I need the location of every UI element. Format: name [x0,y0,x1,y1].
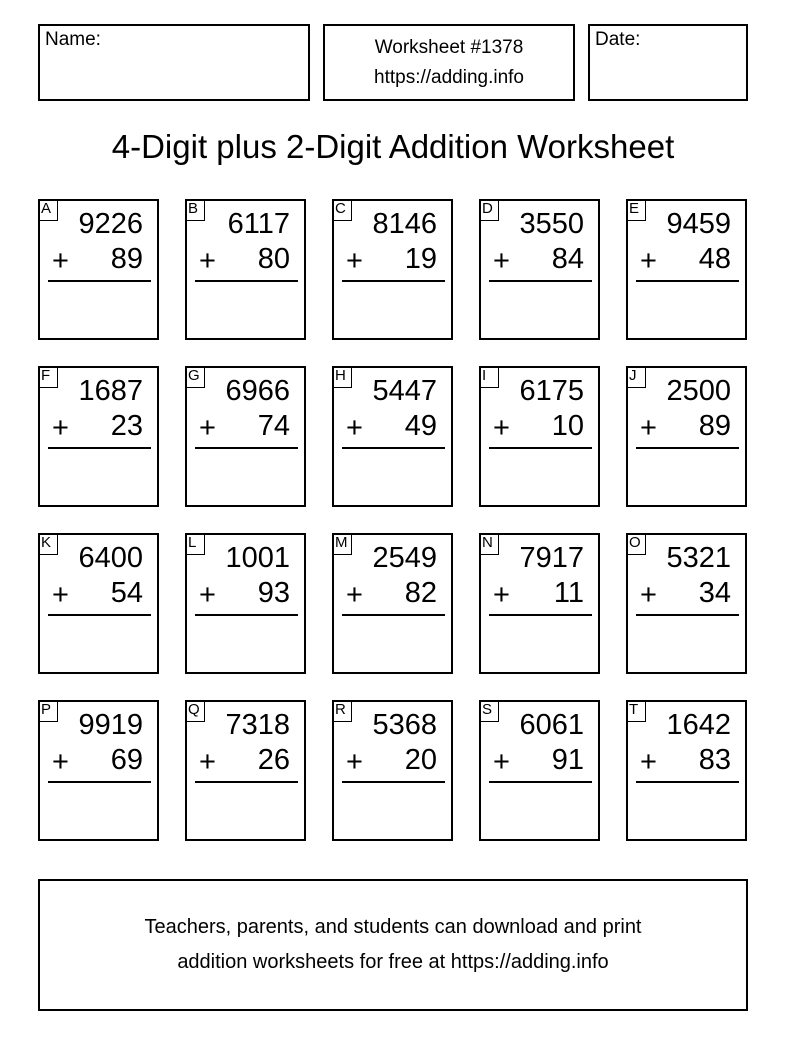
problem-letter: F [38,366,58,388]
answer-line [195,781,298,783]
problem-top-number: 6117 [227,208,290,240]
answer-line [195,614,298,616]
plus-sign: + [52,412,69,444]
problem-bottom-number: 74 [257,410,290,442]
problem-letter: N [479,533,499,555]
answer-line [489,614,592,616]
answer-line [636,280,739,282]
answer-line [636,614,739,616]
plus-sign: + [199,412,216,444]
problem-card[interactable] [479,533,600,674]
plus-sign: + [640,579,657,611]
problem-card[interactable] [479,199,600,340]
problem-card[interactable] [626,533,747,674]
problem-card[interactable] [332,700,453,841]
problem-letter: I [479,366,499,388]
problem-bottom-number: 26 [257,744,290,776]
plus-sign: + [52,746,69,778]
plus-sign: + [52,579,69,611]
problem-bottom-number: 80 [257,243,290,275]
plus-sign: + [199,579,216,611]
problem-letter: D [479,199,499,221]
problem-card[interactable] [185,366,306,507]
footer-note [38,879,748,1011]
problem-bottom-number: 69 [110,744,143,776]
problem-card[interactable] [185,533,306,674]
problem-letter: E [626,199,646,221]
problem-letter: M [332,533,352,555]
problem-top-number: 6061 [519,709,584,741]
problem-letter: G [185,366,205,388]
problem-card[interactable] [185,199,306,340]
date-box[interactable] [588,24,748,101]
problem-card[interactable] [626,700,747,841]
problem-bottom-number: 19 [404,243,437,275]
problem-top-number: 8146 [372,208,437,240]
plus-sign: + [346,579,363,611]
plus-sign: + [640,412,657,444]
problem-card[interactable] [38,533,159,674]
footer-line-1: Teachers, parents, and students can download and print [144,916,642,938]
problem-bottom-number: 48 [698,243,731,275]
problem-bottom-number: 93 [257,577,290,609]
answer-line [342,280,445,282]
problem-top-number: 1687 [78,375,143,407]
problem-card[interactable] [185,700,306,841]
problem-top-number: 9459 [666,208,731,240]
problem-top-number: 6175 [519,375,584,407]
problem-card[interactable] [332,366,453,507]
problem-top-number: 7917 [519,542,584,574]
problem-letter: O [626,533,646,555]
plus-sign: + [346,746,363,778]
plus-sign: + [640,746,657,778]
problem-letter: P [38,700,58,722]
name-box[interactable] [38,24,310,101]
problem-bottom-number: 10 [551,410,584,442]
problem-letter: R [332,700,352,722]
answer-line [489,447,592,449]
plus-sign: + [493,412,510,444]
answer-line [489,781,592,783]
problem-letter: K [38,533,58,555]
problem-card[interactable] [332,199,453,340]
page-title: 4-Digit plus 2-Digit Addition Worksheet [111,128,675,165]
problem-letter: J [626,366,646,388]
worksheet-url[interactable]: https://adding.info [374,67,524,88]
problem-bottom-number: 89 [698,410,731,442]
answer-line [342,781,445,783]
problem-letter: H [332,366,352,388]
plus-sign: + [346,245,363,277]
problem-bottom-number: 84 [551,243,584,275]
problem-letter: T [626,700,646,722]
problem-bottom-number: 82 [404,577,437,609]
plus-sign: + [346,412,363,444]
problem-card[interactable] [626,366,747,507]
problem-card[interactable] [626,199,747,340]
date-label: Date: [595,29,641,50]
problem-top-number: 7318 [225,709,290,741]
problem-bottom-number: 54 [110,577,143,609]
problem-letter: L [185,533,205,555]
problem-top-number: 9226 [78,208,143,240]
problem-top-number: 1001 [225,542,290,574]
problem-letter: B [185,199,205,221]
problem-top-number: 9919 [78,709,143,741]
plus-sign: + [493,579,510,611]
answer-line [48,614,151,616]
problem-bottom-number: 20 [404,744,437,776]
problem-top-number: 2500 [666,375,731,407]
worksheet-number: Worksheet #1378 [374,37,524,58]
footer-line-2: addition worksheets for free at https://adding.info [177,951,609,973]
problem-top-number: 2549 [372,542,437,574]
problem-card[interactable] [38,366,159,507]
problem-card[interactable] [332,533,453,674]
problem-letter: Q [185,700,205,722]
problem-bottom-number: 83 [698,744,731,776]
problem-bottom-number: 49 [404,410,437,442]
problem-bottom-number: 91 [551,744,584,776]
problem-top-number: 5321 [666,542,731,574]
plus-sign: + [199,746,216,778]
plus-sign: + [493,746,510,778]
problem-card[interactable] [38,199,159,340]
problem-top-number: 6400 [78,542,143,574]
answer-line [195,280,298,282]
answer-line [489,280,592,282]
plus-sign: + [199,245,216,277]
problem-bottom-number: 89 [110,243,143,275]
plus-sign: + [493,245,510,277]
answer-line [48,781,151,783]
answer-line [636,781,739,783]
problem-bottom-number: 34 [698,577,731,609]
worksheet-info-box [323,24,575,101]
problem-top-number: 3550 [519,208,584,240]
answer-line [636,447,739,449]
problem-card[interactable] [479,366,600,507]
name-label: Name: [45,29,101,50]
problem-letter: C [332,199,352,221]
answer-line [48,280,151,282]
plus-sign: + [52,245,69,277]
problem-letter: A [38,199,58,221]
problem-letter: S [479,700,499,722]
answer-line [342,614,445,616]
problem-card[interactable] [38,700,159,841]
problem-top-number: 5368 [372,709,437,741]
answer-line [195,447,298,449]
problem-top-number: 6966 [225,375,290,407]
problem-top-number: 1642 [666,709,731,741]
problem-bottom-number: 23 [110,410,143,442]
answer-line [342,447,445,449]
problem-card[interactable] [479,700,600,841]
plus-sign: + [640,245,657,277]
answer-line [48,447,151,449]
problem-top-number: 5447 [372,375,437,407]
problem-bottom-number: 11 [553,577,584,609]
